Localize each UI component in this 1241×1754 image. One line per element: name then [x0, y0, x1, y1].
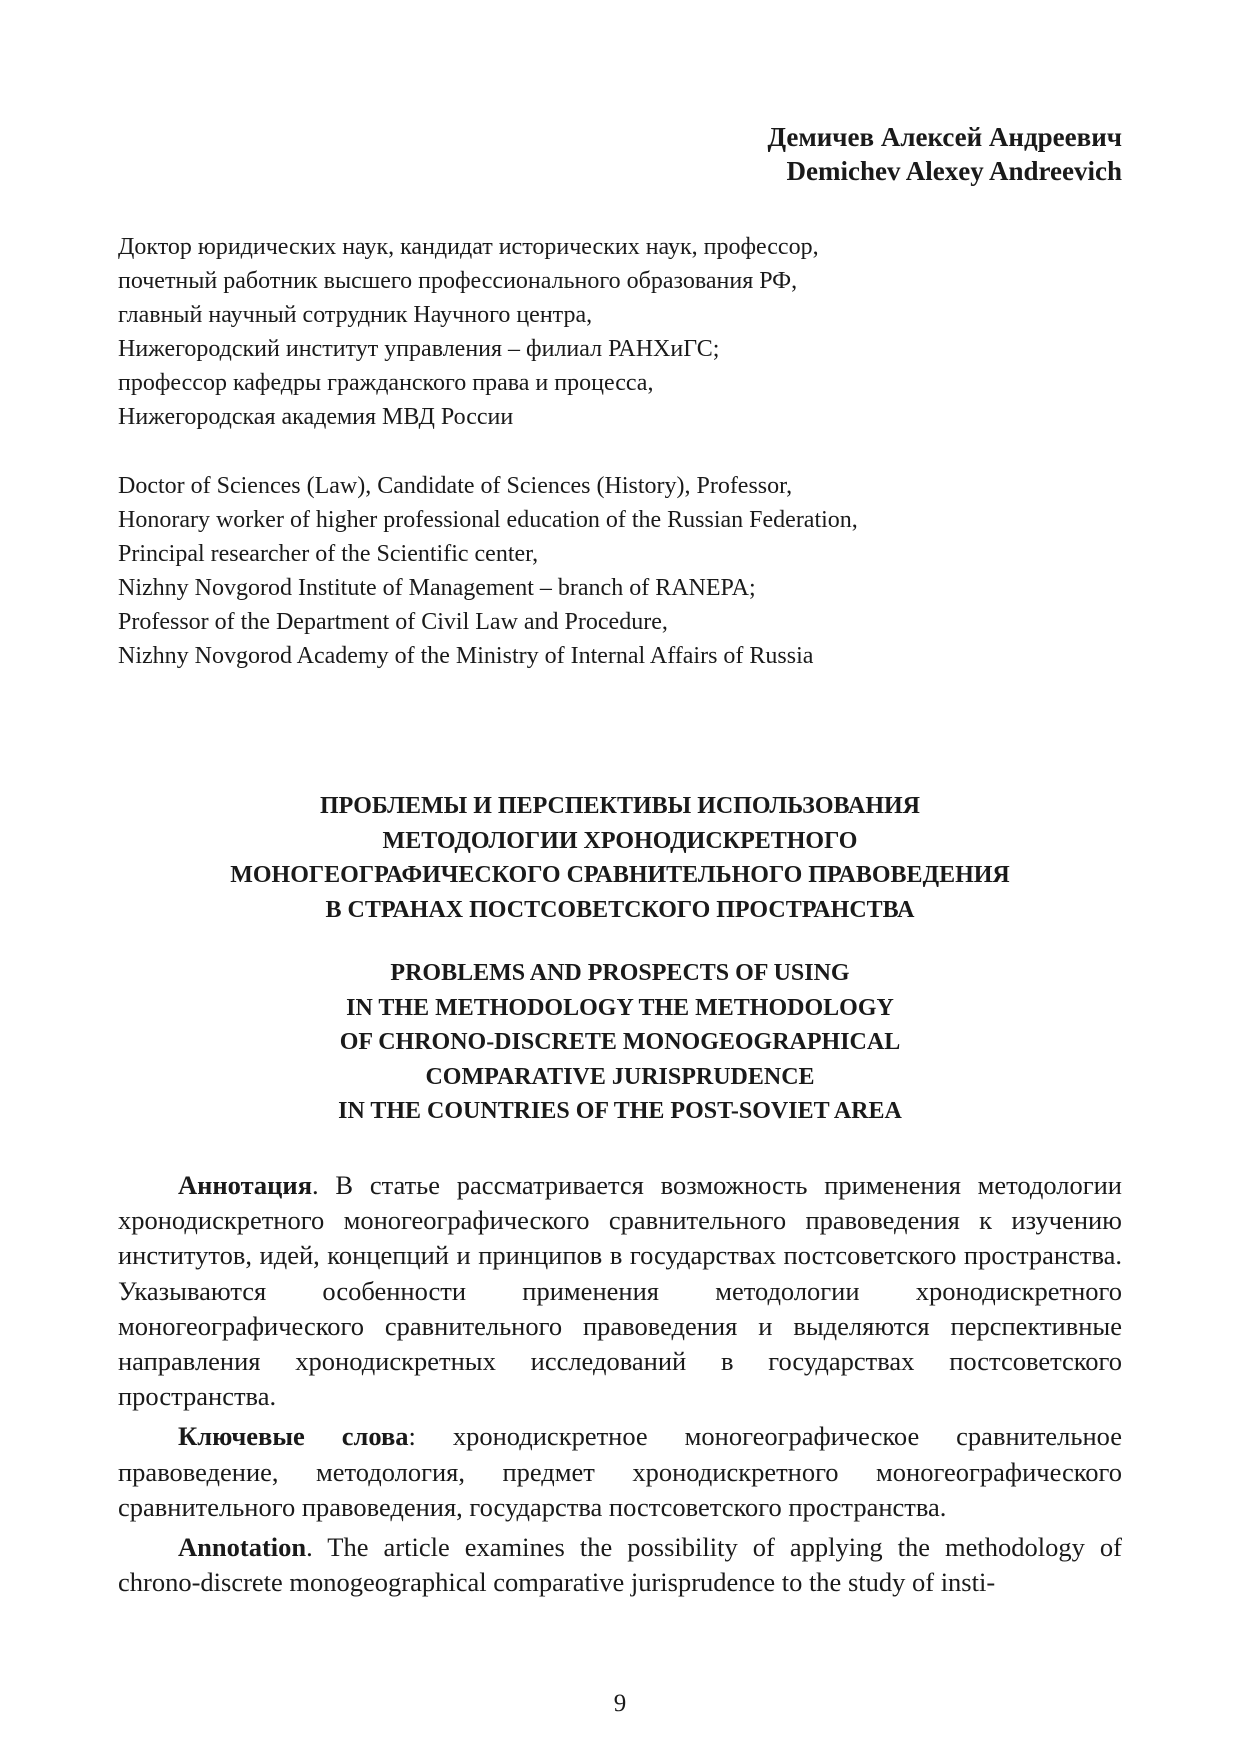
- affiliation-ru-line: Доктор юридических наук, кандидат исторических наук, профессор,: [118, 234, 819, 260]
- affiliation-en-line: Nizhny Novgorod Institute of Management – branch of RANEPA;: [118, 575, 756, 601]
- title-ru-line: В СТРАНАХ ПОСТСОВЕТСКОГО ПРОСТРАНСТВА: [325, 896, 915, 923]
- affiliation-ru-line: главный научный сотрудник Научного центра,: [118, 302, 593, 328]
- affiliation-en-line: Nizhny Novgorod Academy of the Ministry of Internal Affairs of Russia: [118, 643, 814, 669]
- title-ru-line: МОНОГЕОГРАФИЧЕСКОГО СРАВНИТЕЛЬНОГО ПРАВОВЕДЕНИЯ: [230, 862, 1010, 888]
- affiliation-en-line: Honorary worker of higher professional education of the Russian Federation,: [118, 507, 858, 533]
- abstract-en-paragraph: [118, 1530, 1122, 1600]
- page-number: 9: [613, 1690, 627, 1717]
- affiliation-ru-line: Нижегородская академия МВД России: [118, 404, 514, 430]
- affiliation-en-line: Professor of the Department of Civil Law and Procedure,: [118, 609, 668, 635]
- document-page: [118, 0, 1122, 1754]
- abstract-ru-label: Аннотация: [178, 1170, 313, 1200]
- abstract-en-text: . The article examines the possibility of applying the methodology of chrono-discrete monogeographical comparative jurisprudence to the study of insti-: [118, 1532, 1122, 1598]
- article-title-ru: [118, 789, 1122, 927]
- abstract-section: [118, 1168, 1122, 1605]
- keywords-ru-text: : хронодискретное моногеографическое сравнительное правоведение, методология, предмет хронодискретного моногеографического сравнительного правоведения, государства постсоветского пространства.: [118, 1421, 1122, 1522]
- title-en-line: OF CHRONO-DISCRETE MONOGEOGRAPHICAL: [339, 1029, 901, 1055]
- title-en-line: COMPARATIVE JURISPRUDENCE: [425, 1063, 815, 1090]
- affiliation-ru: [118, 230, 819, 434]
- author-block: [767, 120, 1122, 188]
- affiliation-en-line: Doctor of Sciences (Law), Candidate of Sciences (History), Professor,: [118, 473, 793, 499]
- author-name-en: Demichev Alexey Andreevich: [786, 156, 1122, 186]
- affiliation-ru-line: Нижегородский институт управления – филиал РАНХиГС;: [118, 336, 720, 362]
- affiliation-ru-line: профессор кафедры гражданского права и процесса,: [118, 370, 654, 396]
- title-en-line: IN THE METHODOLOGY THE METHODOLOGY: [346, 994, 894, 1021]
- affiliation-ru-line: почетный работник высшего профессионального образования РФ,: [118, 268, 798, 294]
- affiliation-en: [118, 469, 858, 673]
- title-en-line: IN THE COUNTRIES OF THE POST-SOVIET AREA: [338, 1098, 902, 1124]
- title-ru-line: МЕТОДОЛОГИИ ХРОНОДИСКРЕТНОГО: [382, 827, 858, 854]
- title-en-line: PROBLEMS AND PROSPECTS OF USING: [390, 960, 850, 986]
- abstract-en-label: Annotation: [178, 1532, 307, 1563]
- affiliation-en-line: Principal researcher of the Scientific center,: [118, 541, 539, 567]
- keywords-ru-paragraph: [118, 1419, 1122, 1525]
- abstract-ru-text: . В статье рассматривается возможность применения методологии хронодискретного моногеографического сравнительного правоведения к изучению институтов, идей, концепций и принципов в государствах постсоветского пространства. Указываются особенности применения методологии хронодискретного моногеографического сравнительного правоведения и выделяются перспективные направления хронодискретных исследований в государствах постсоветского пространства.: [118, 1170, 1122, 1412]
- keywords-ru-label: Ключевые слова: [178, 1421, 409, 1452]
- article-title-en: [118, 956, 1122, 1129]
- title-ru-line: ПРОБЛЕМЫ И ПЕРСПЕКТИВЫ ИСПОЛЬЗОВАНИЯ: [320, 793, 920, 819]
- author-name-ru: Демичев Алексей Андреевич: [767, 122, 1122, 152]
- abstract-ru-paragraph: [118, 1168, 1122, 1414]
